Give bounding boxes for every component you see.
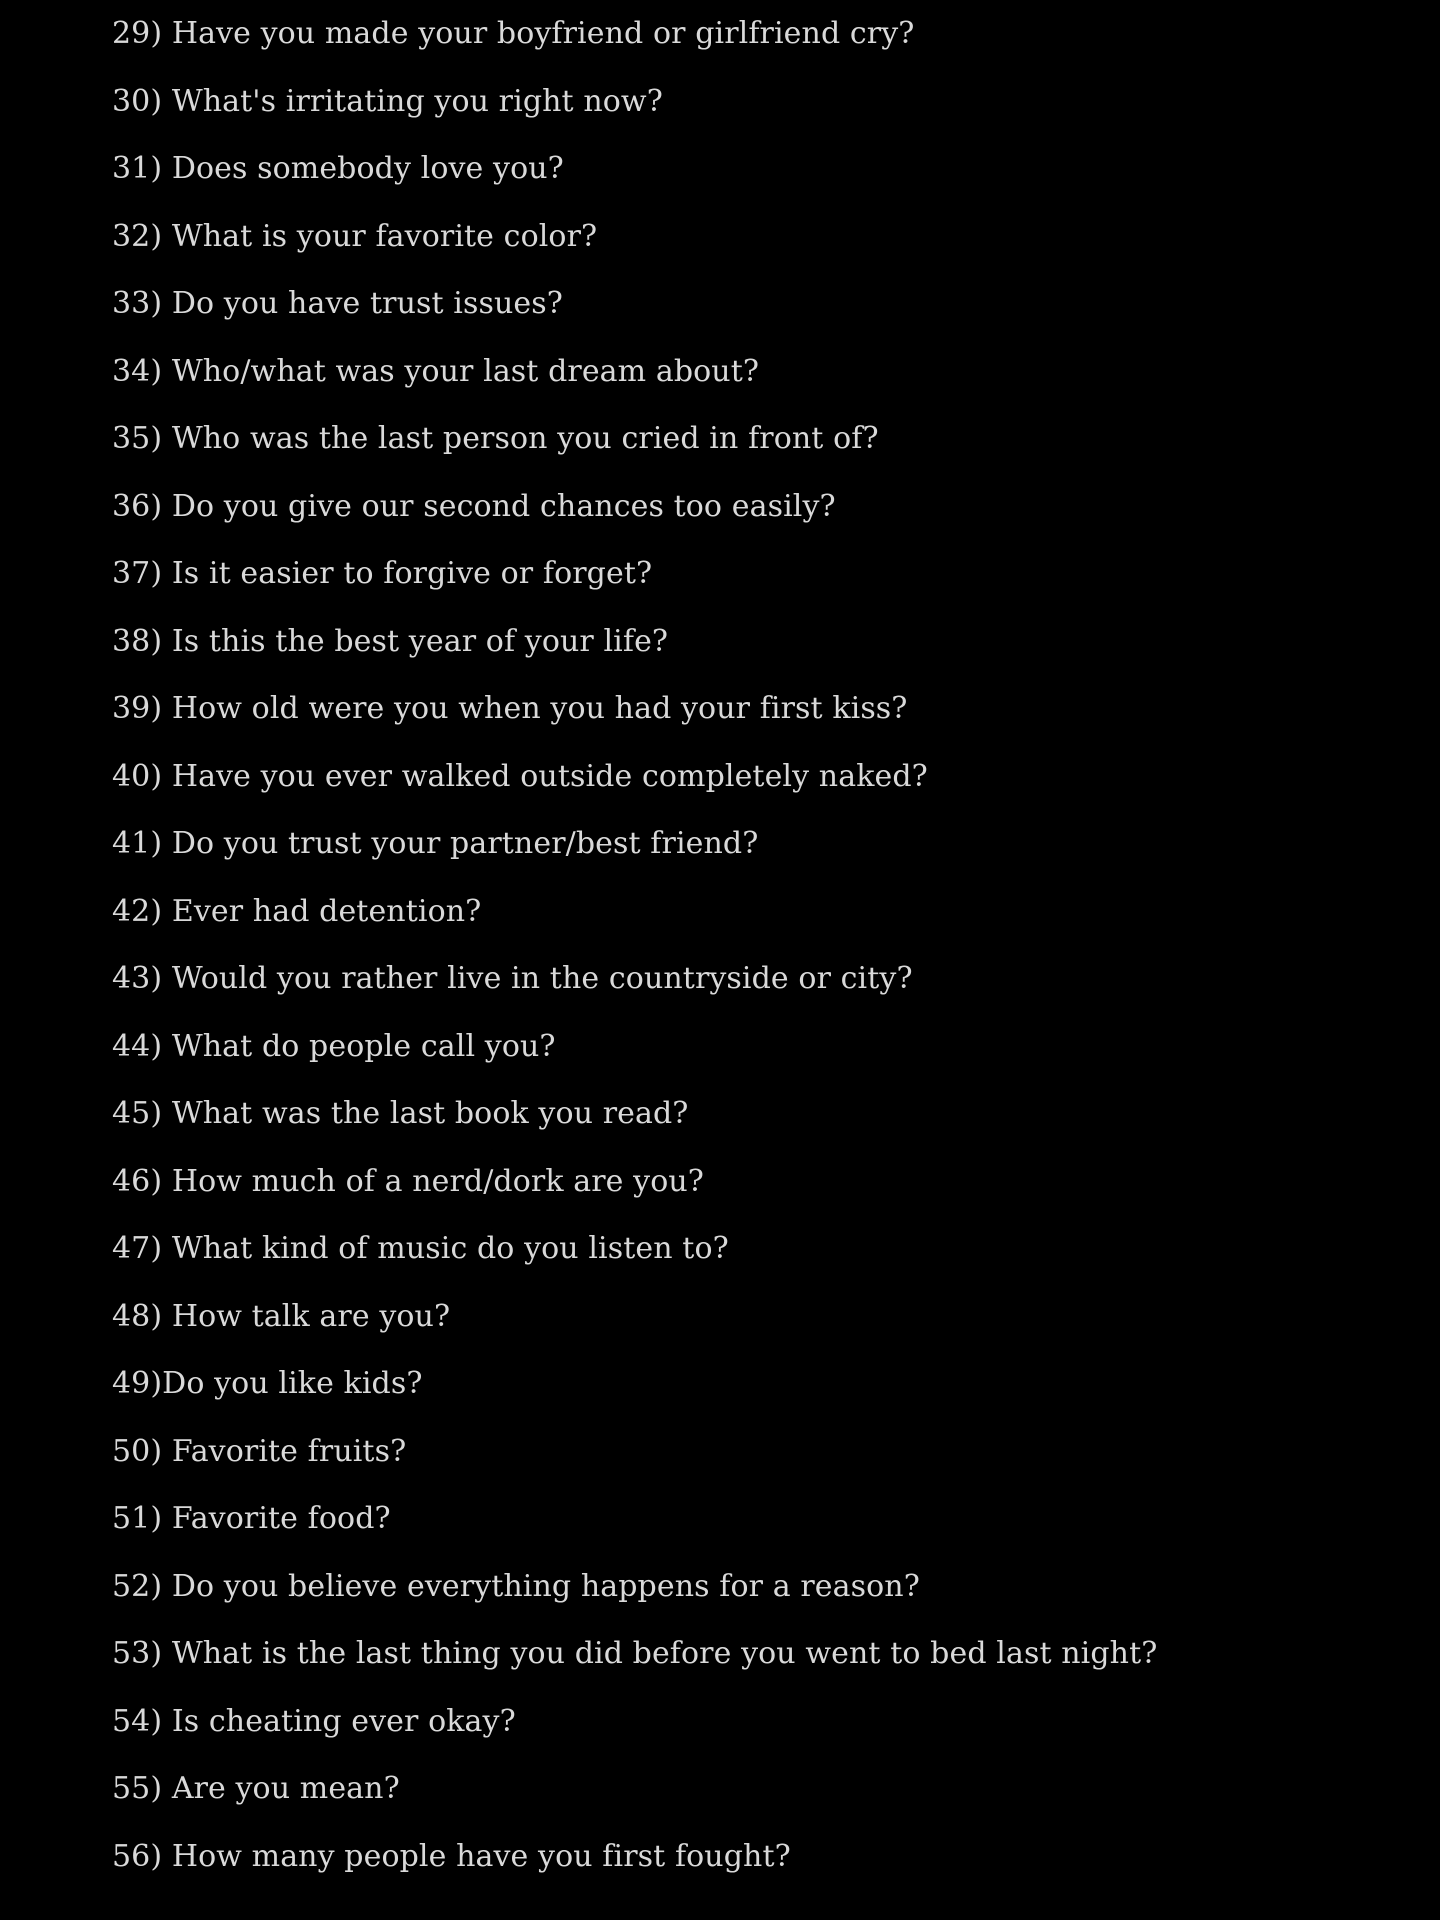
question-30: 30) What's irritating you right now? (112, 83, 663, 119)
question-list (112, 0, 1412, 1890)
question-38: 38) Is this the best year of your life? (112, 623, 669, 659)
question-39: 39) How old were you when you had your first kiss? (112, 691, 908, 726)
question-56: 56) How many people have you first fought? (112, 1838, 791, 1874)
question-37: 37) Is it easier to forgive or forget? (112, 556, 653, 591)
question-33: 33) Do you have trust issues? (112, 286, 563, 321)
question-42: 42) Ever had detention? (112, 893, 482, 929)
question-52: 52) Do you believe everything happens for a reason? (112, 1568, 920, 1604)
question-36: 36) Do you give our second chances too easily? (112, 488, 836, 524)
question-29: 29) Have you made your boyfriend or girlfriend cry? (112, 16, 915, 51)
question-55: 55) Are you mean? (112, 1771, 400, 1806)
question-31: 31) Does somebody love you? (112, 151, 564, 186)
question-47: 47) What kind of music do you listen to? (112, 1231, 729, 1266)
question-41: 41) Do you trust your partner/best friend? (112, 826, 759, 861)
question-50: 50) Favorite fruits? (112, 1433, 407, 1469)
question-48: 48) How talk are you? (112, 1298, 451, 1334)
question-43: 43) Would you rather live in the countryside or city? (112, 961, 913, 996)
question-40: 40) Have you ever walked outside completely naked? (112, 758, 928, 794)
question-46: 46) How much of a nerd/dork are you? (112, 1163, 704, 1199)
question-34: 34) Who/what was your last dream about? (112, 353, 760, 389)
question-51: 51) Favorite food? (112, 1501, 391, 1536)
question-54: 54) Is cheating ever okay? (112, 1703, 516, 1739)
question-32: 32) What is your favorite color? (112, 218, 598, 254)
question-44: 44) What do people call you? (112, 1028, 556, 1064)
question-document (112, 0, 1412, 1920)
question-53: 53) What is the last thing you did before you went to bed last night? (112, 1636, 1158, 1671)
question-35: 35) Who was the last person you cried in front of? (112, 421, 879, 456)
question-45: 45) What was the last book you read? (112, 1096, 689, 1131)
question-49: 49)Do you like kids? (112, 1366, 423, 1401)
